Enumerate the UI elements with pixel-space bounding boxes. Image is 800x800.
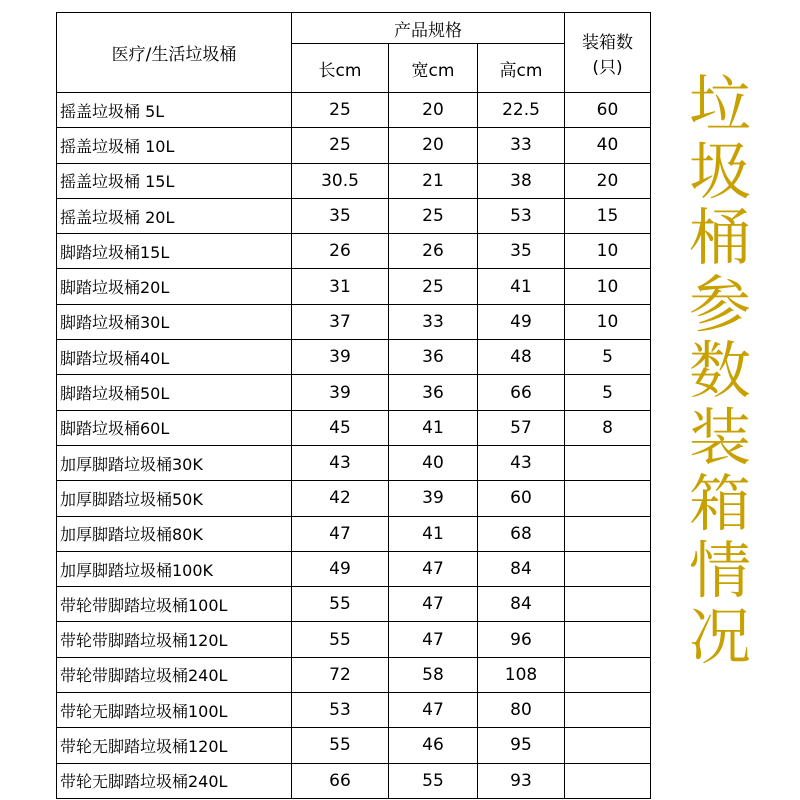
side-title-char: 情	[688, 533, 751, 607]
height-cell: 57	[478, 410, 565, 445]
height-cell: 35	[478, 234, 565, 269]
table-row	[57, 93, 651, 128]
side-title-char: 装	[688, 400, 751, 474]
table-row	[57, 728, 651, 763]
length-cell: 26	[292, 234, 389, 269]
product-name-cell: 脚踏垃圾桶50L	[57, 375, 292, 410]
side-title-char: 箱	[688, 467, 751, 540]
box-qty-cell	[565, 445, 651, 480]
table-row	[57, 410, 651, 445]
length-cell: 37	[292, 304, 389, 339]
box-qty-cell	[565, 693, 651, 728]
length-cell: 47	[292, 516, 389, 551]
product-name-cell: 摇盖垃圾桶 10L	[57, 128, 292, 163]
box-qty-cell	[565, 551, 651, 586]
side-title-char: 况	[688, 600, 751, 673]
spec-table-body	[57, 93, 651, 799]
length-cell: 53	[292, 693, 389, 728]
height-cell: 33	[478, 128, 565, 163]
table-row	[57, 375, 651, 410]
box-qty-cell	[565, 622, 651, 657]
table-row	[57, 269, 651, 304]
table-row	[57, 693, 651, 728]
table-row	[57, 551, 651, 586]
product-name-cell: 脚踏垃圾桶30L	[57, 304, 292, 339]
width-cell: 21	[389, 163, 478, 198]
product-name-cell: 加厚脚踏垃圾桶30K	[57, 445, 292, 480]
box-qty-cell	[565, 481, 651, 516]
width-cell: 25	[389, 198, 478, 233]
category-header: 医疗/生活垃圾桶	[57, 13, 292, 93]
header-row-top	[57, 13, 651, 44]
length-cell: 55	[292, 622, 389, 657]
length-cell: 72	[292, 657, 389, 692]
product-name-cell: 加厚脚踏垃圾桶50K	[57, 481, 292, 516]
table-row	[57, 445, 651, 480]
product-name-cell: 脚踏垃圾桶20L	[57, 269, 292, 304]
box-qty-cell: 60	[565, 93, 651, 128]
height-cell: 95	[478, 728, 565, 763]
width-cell: 47	[389, 622, 478, 657]
height-header: 高cm	[478, 44, 565, 93]
length-cell: 31	[292, 269, 389, 304]
height-cell: 93	[478, 763, 565, 798]
width-cell: 47	[389, 587, 478, 622]
box-qty-cell	[565, 728, 651, 763]
product-name-cell: 摇盖垃圾桶 15L	[57, 163, 292, 198]
height-cell: 108	[478, 657, 565, 692]
box-count-unit: (只)	[592, 57, 623, 78]
box-qty-cell: 5	[565, 340, 651, 375]
length-header: 长cm	[292, 44, 389, 93]
product-name-cell: 脚踏垃圾桶60L	[57, 410, 292, 445]
product-spec-header: 产品规格	[292, 13, 565, 44]
table-row	[57, 304, 651, 339]
width-cell: 36	[389, 340, 478, 375]
product-name-cell: 脚踏垃圾桶15L	[57, 234, 292, 269]
length-cell: 39	[292, 340, 389, 375]
table-row	[57, 198, 651, 233]
spec-table	[56, 12, 651, 799]
height-cell: 66	[478, 375, 565, 410]
box-count-label: 装箱数	[582, 32, 633, 53]
width-header: 宽cm	[389, 44, 478, 93]
table-row	[57, 234, 651, 269]
table-row	[57, 481, 651, 516]
length-cell: 25	[292, 128, 389, 163]
box-qty-cell: 10	[565, 304, 651, 339]
box-count-header	[565, 13, 651, 93]
product-name-cell: 摇盖垃圾桶 5L	[57, 93, 292, 128]
width-cell: 25	[389, 269, 478, 304]
box-qty-cell	[565, 587, 651, 622]
height-cell: 68	[478, 516, 565, 551]
length-cell: 25	[292, 93, 389, 128]
product-name-cell: 加厚脚踏垃圾桶80K	[57, 516, 292, 551]
length-cell: 43	[292, 445, 389, 480]
side-title-char: 桶	[688, 201, 751, 274]
width-cell: 20	[389, 128, 478, 163]
width-cell: 41	[389, 516, 478, 551]
side-title-char: 垃	[688, 68, 751, 141]
box-qty-cell: 15	[565, 198, 651, 233]
table-row	[57, 587, 651, 622]
length-cell: 66	[292, 763, 389, 798]
length-cell: 42	[292, 481, 389, 516]
table-row	[57, 763, 651, 798]
length-cell: 45	[292, 410, 389, 445]
height-cell: 60	[478, 481, 565, 516]
height-cell: 38	[478, 163, 565, 198]
height-cell: 49	[478, 304, 565, 339]
side-title-char: 数	[688, 334, 751, 407]
side-title	[670, 68, 770, 673]
height-cell: 53	[478, 198, 565, 233]
height-cell: 84	[478, 587, 565, 622]
product-name-cell: 带轮带脚踏垃圾桶120L	[57, 622, 292, 657]
height-cell: 43	[478, 445, 565, 480]
box-qty-cell: 10	[565, 269, 651, 304]
height-cell: 96	[478, 622, 565, 657]
width-cell: 55	[389, 763, 478, 798]
width-cell: 40	[389, 445, 478, 480]
box-qty-cell: 5	[565, 375, 651, 410]
height-cell: 84	[478, 551, 565, 586]
length-cell: 39	[292, 375, 389, 410]
product-name-cell: 带轮无脚踏垃圾桶240L	[57, 763, 292, 798]
length-cell: 35	[292, 198, 389, 233]
box-qty-cell	[565, 657, 651, 692]
table-row	[57, 128, 651, 163]
box-qty-cell: 20	[565, 163, 651, 198]
height-cell: 80	[478, 693, 565, 728]
table-row	[57, 516, 651, 551]
side-title-char: 参	[688, 267, 751, 341]
product-name-cell: 带轮无脚踏垃圾桶100L	[57, 693, 292, 728]
length-cell: 49	[292, 551, 389, 586]
side-title-char: 圾	[688, 134, 751, 208]
width-cell: 47	[389, 693, 478, 728]
width-cell: 26	[389, 234, 478, 269]
box-qty-cell	[565, 516, 651, 551]
length-cell: 55	[292, 587, 389, 622]
box-qty-cell: 8	[565, 410, 651, 445]
table-row	[57, 622, 651, 657]
table-row	[57, 163, 651, 198]
product-name-cell: 带轮无脚踏垃圾桶120L	[57, 728, 292, 763]
height-cell: 41	[478, 269, 565, 304]
width-cell: 41	[389, 410, 478, 445]
product-name-cell: 脚踏垃圾桶40L	[57, 340, 292, 375]
product-name-cell: 带轮带脚踏垃圾桶100L	[57, 587, 292, 622]
height-cell: 22.5	[478, 93, 565, 128]
product-name-cell: 带轮带脚踏垃圾桶240L	[57, 657, 292, 692]
width-cell: 33	[389, 304, 478, 339]
width-cell: 39	[389, 481, 478, 516]
box-qty-cell: 40	[565, 128, 651, 163]
width-cell: 46	[389, 728, 478, 763]
product-name-cell: 加厚脚踏垃圾桶100K	[57, 551, 292, 586]
box-qty-cell: 10	[565, 234, 651, 269]
width-cell: 58	[389, 657, 478, 692]
width-cell: 36	[389, 375, 478, 410]
width-cell: 20	[389, 93, 478, 128]
product-name-cell: 摇盖垃圾桶 20L	[57, 198, 292, 233]
table-row	[57, 657, 651, 692]
height-cell: 48	[478, 340, 565, 375]
length-cell: 55	[292, 728, 389, 763]
box-qty-cell	[565, 763, 651, 798]
width-cell: 47	[389, 551, 478, 586]
length-cell: 30.5	[292, 163, 389, 198]
table-row	[57, 340, 651, 375]
